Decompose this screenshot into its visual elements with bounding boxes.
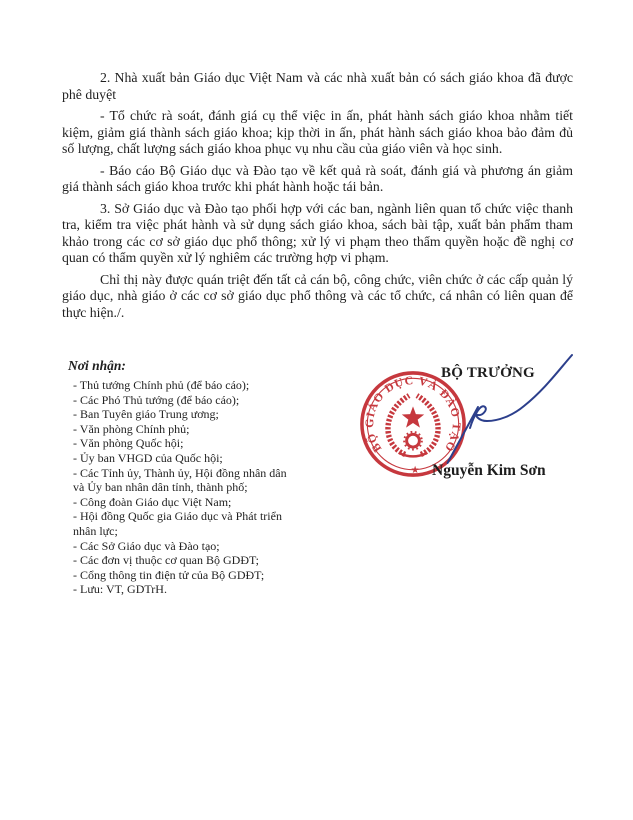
recipient-item: - Thủ tướng Chính phủ (để báo cáo); — [73, 378, 250, 392]
document-body — [62, 70, 573, 326]
body-paragraph: 3. Sở Giáo dục và Đào tạo phối hợp với các ban, ngành liên quan tổ chức việc thanh tra, kiểm tra việc phát hành và sử dụng sách giáo khoa, sách bài tập, xuất bản phẩm tham khảo trong các cơ sở giáo dục phổ thông; xử lý vi phạm theo thẩm quyền hoặc đề nghị cơ quan có thẩm quyền xử lý nghiêm các trường hợp vi phạm. — [62, 200, 573, 265]
recipient-item: - Văn phòng Quốc hội; — [73, 436, 184, 451]
signature-block — [340, 350, 633, 498]
recipient-item: - Các Tỉnh ủy, Thành ủy, Hội đồng nhân dân và Ủy ban nhân dân tỉnh, thành phố; — [73, 465, 287, 495]
signature-stroke — [448, 407, 479, 463]
body-paragraph: - Tổ chức rà soát, đánh giá cụ thể việc in ấn, phát hành sách giáo khoa nhằm tiết kiệm, giảm giá thành sách giáo khoa; kịp thời in ấn, phát hành sách giáo khoa bảo đảm đủ số lượng, chất lượng sách giáo khoa phục vụ nhu cầu của giáo viên và học sinh. — [62, 108, 573, 156]
recipient-item: - Cổng thông tin điện tử của Bộ GDĐT; — [73, 567, 265, 582]
recipient-item: - Hội đồng Quốc gia Giáo dục và Phát triển nhân lực; — [73, 509, 282, 538]
stamp-ring-text: BỘ GIÁO DỤC VÀ ĐÀO TẠO — [363, 373, 463, 455]
recipient-item: - Công đoàn Giáo dục Việt Nam; — [73, 494, 232, 509]
emblem-star-icon — [402, 406, 424, 427]
recipient-item: - Ủy ban VHGD của Quốc hội; — [73, 450, 223, 465]
star-icon: ★ — [410, 465, 420, 477]
minister-title: BỘ TRƯỞNG — [441, 365, 535, 381]
body-paragraph: Chỉ thị này được quán triệt đến tất cả cán bộ, công chức, viên chức ở các cấp quản lý giáo dục, nhà giáo ở các cơ sở giáo dục phổ thông và các tổ chức, cá nhân có liên quan để thực hiện./. — [62, 271, 573, 320]
recipient-item: - Các đơn vị thuộc cơ quan Bộ GDĐT; — [73, 553, 259, 568]
recipient-item: - Các Phó Thủ tướng (để báo cáo); — [73, 392, 240, 407]
signer-name: Nguyễn Kim Sơn — [432, 462, 546, 479]
recipients-section — [68, 358, 294, 597]
recipient-item: - Các Sở Giáo dục và Đào tạo; — [73, 538, 220, 553]
recipient-item: - Lưu: VT, GDTrH. — [73, 582, 167, 597]
body-paragraph: 2. Nhà xuất bản Giáo dục Việt Nam và các nhà xuất bản có sách giáo khoa đã được phê duyệt — [62, 70, 573, 102]
recipient-item: - Văn phòng Chính phủ; — [73, 421, 190, 436]
recipient-item: - Ban Tuyên giáo Trung ương; — [73, 407, 219, 422]
body-paragraph: - Báo cáo Bộ Giáo dục và Đào tạo về kết quả rà soát, đánh giá và phương án giảm giá thành sách giáo khoa trước khi phát hành hoặc tái bản. — [62, 162, 573, 194]
recipients-heading: Nơi nhận: — [68, 358, 126, 373]
